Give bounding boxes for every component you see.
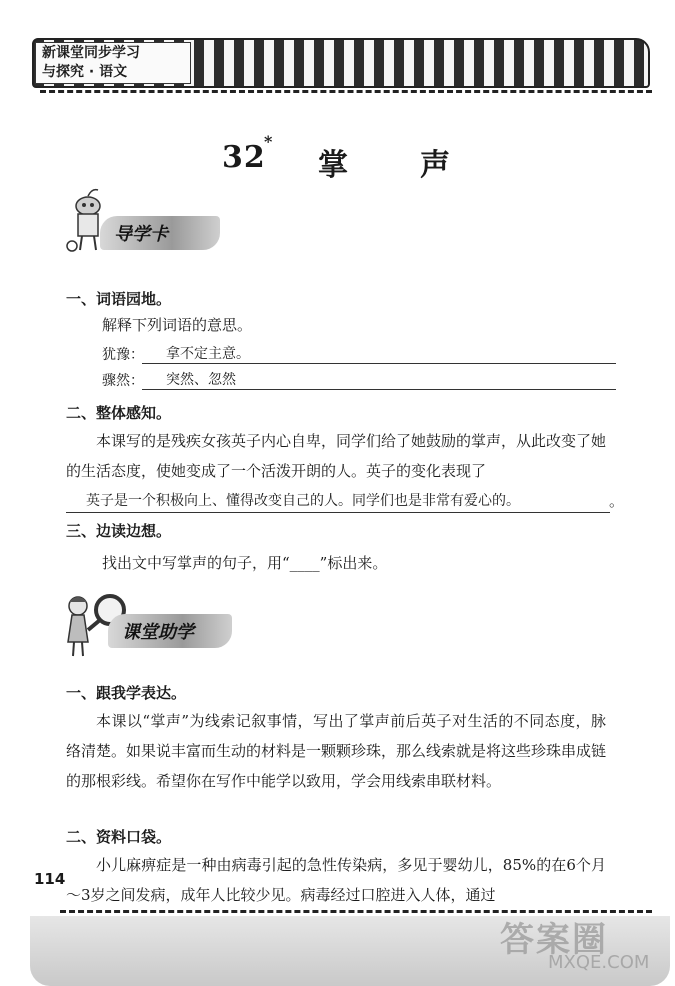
vocab-word: 骤然：: [102, 373, 144, 389]
read-think-instruction: 找出文中写掌声的句子，用“____”标出来。: [102, 554, 388, 572]
answer-line: [142, 389, 616, 390]
handwritten-answer: 突然、忽然: [166, 371, 236, 387]
expression-paragraph: 本课以“掌声”为线索记叙事情，写出了掌声前后英子对生活的不同态度，脉络清楚。如果说丰富而生动的材料是一颗颗珍珠，那么线索就是将这些珍珠串成链的那根彩线。希望你在写作中能学以致用，学会用线索串联材料。: [66, 712, 607, 790]
series-title: 新课堂同步学习: [42, 45, 140, 61]
heading-read-think: 三、边读边想。: [66, 522, 172, 540]
perception-paragraph: 本课写的是残疾女孩英子内心自卑，同学们给了她鼓励的掌声，从此改变了她的生活态度，使她变成了一个活泼开朗的人。英子的变化表现了: [66, 432, 607, 480]
lesson-title-char-2: 声: [420, 148, 451, 183]
lesson-star: *: [264, 132, 274, 151]
vocab-instruction: 解释下列词语的意思。: [102, 316, 253, 334]
header-divider: [40, 90, 652, 93]
handwritten-answer: 英子是一个积极向上、懂得改变自己的人。同学们也是非常有爱心的。: [86, 492, 520, 508]
heading-expression: 一、跟我学表达。: [66, 684, 187, 702]
info-paragraph: 小儿麻痹症是一种由病毒引起的急性传染病，多见于婴幼儿，85%的在6个月～3岁之间发病，成年人比较少见。病毒经过口腔进入人体，通过: [66, 856, 606, 904]
watermark-url: MXQE.COM: [548, 952, 650, 973]
book-series-label: [35, 42, 191, 84]
sentence-end: 。: [608, 492, 624, 510]
perception-answer-line: [66, 488, 624, 513]
lesson-number: 32: [222, 140, 266, 175]
page-number: 114: [34, 870, 66, 888]
heading-overall-perception: 二、整体感知。: [66, 404, 172, 422]
answer-line: [142, 363, 616, 364]
watermark-logo: 答案圈: [500, 920, 608, 960]
definition-row-1: [102, 342, 616, 364]
handwritten-answer: 拿不定主意。: [166, 345, 250, 361]
section-badge-classroom-help: 课堂助学: [108, 614, 232, 648]
vocab-word: 犹豫：: [102, 347, 144, 363]
series-subtitle: 与探究 · 语文: [42, 64, 128, 80]
lesson-title-char-1: 掌: [318, 148, 349, 183]
heading-info-pocket: 二、资料口袋。: [66, 828, 172, 846]
definition-row-2: [102, 368, 616, 390]
heading-vocabulary: 一、词语园地。: [66, 290, 172, 308]
section-badge-guide: 导学卡: [100, 216, 220, 250]
